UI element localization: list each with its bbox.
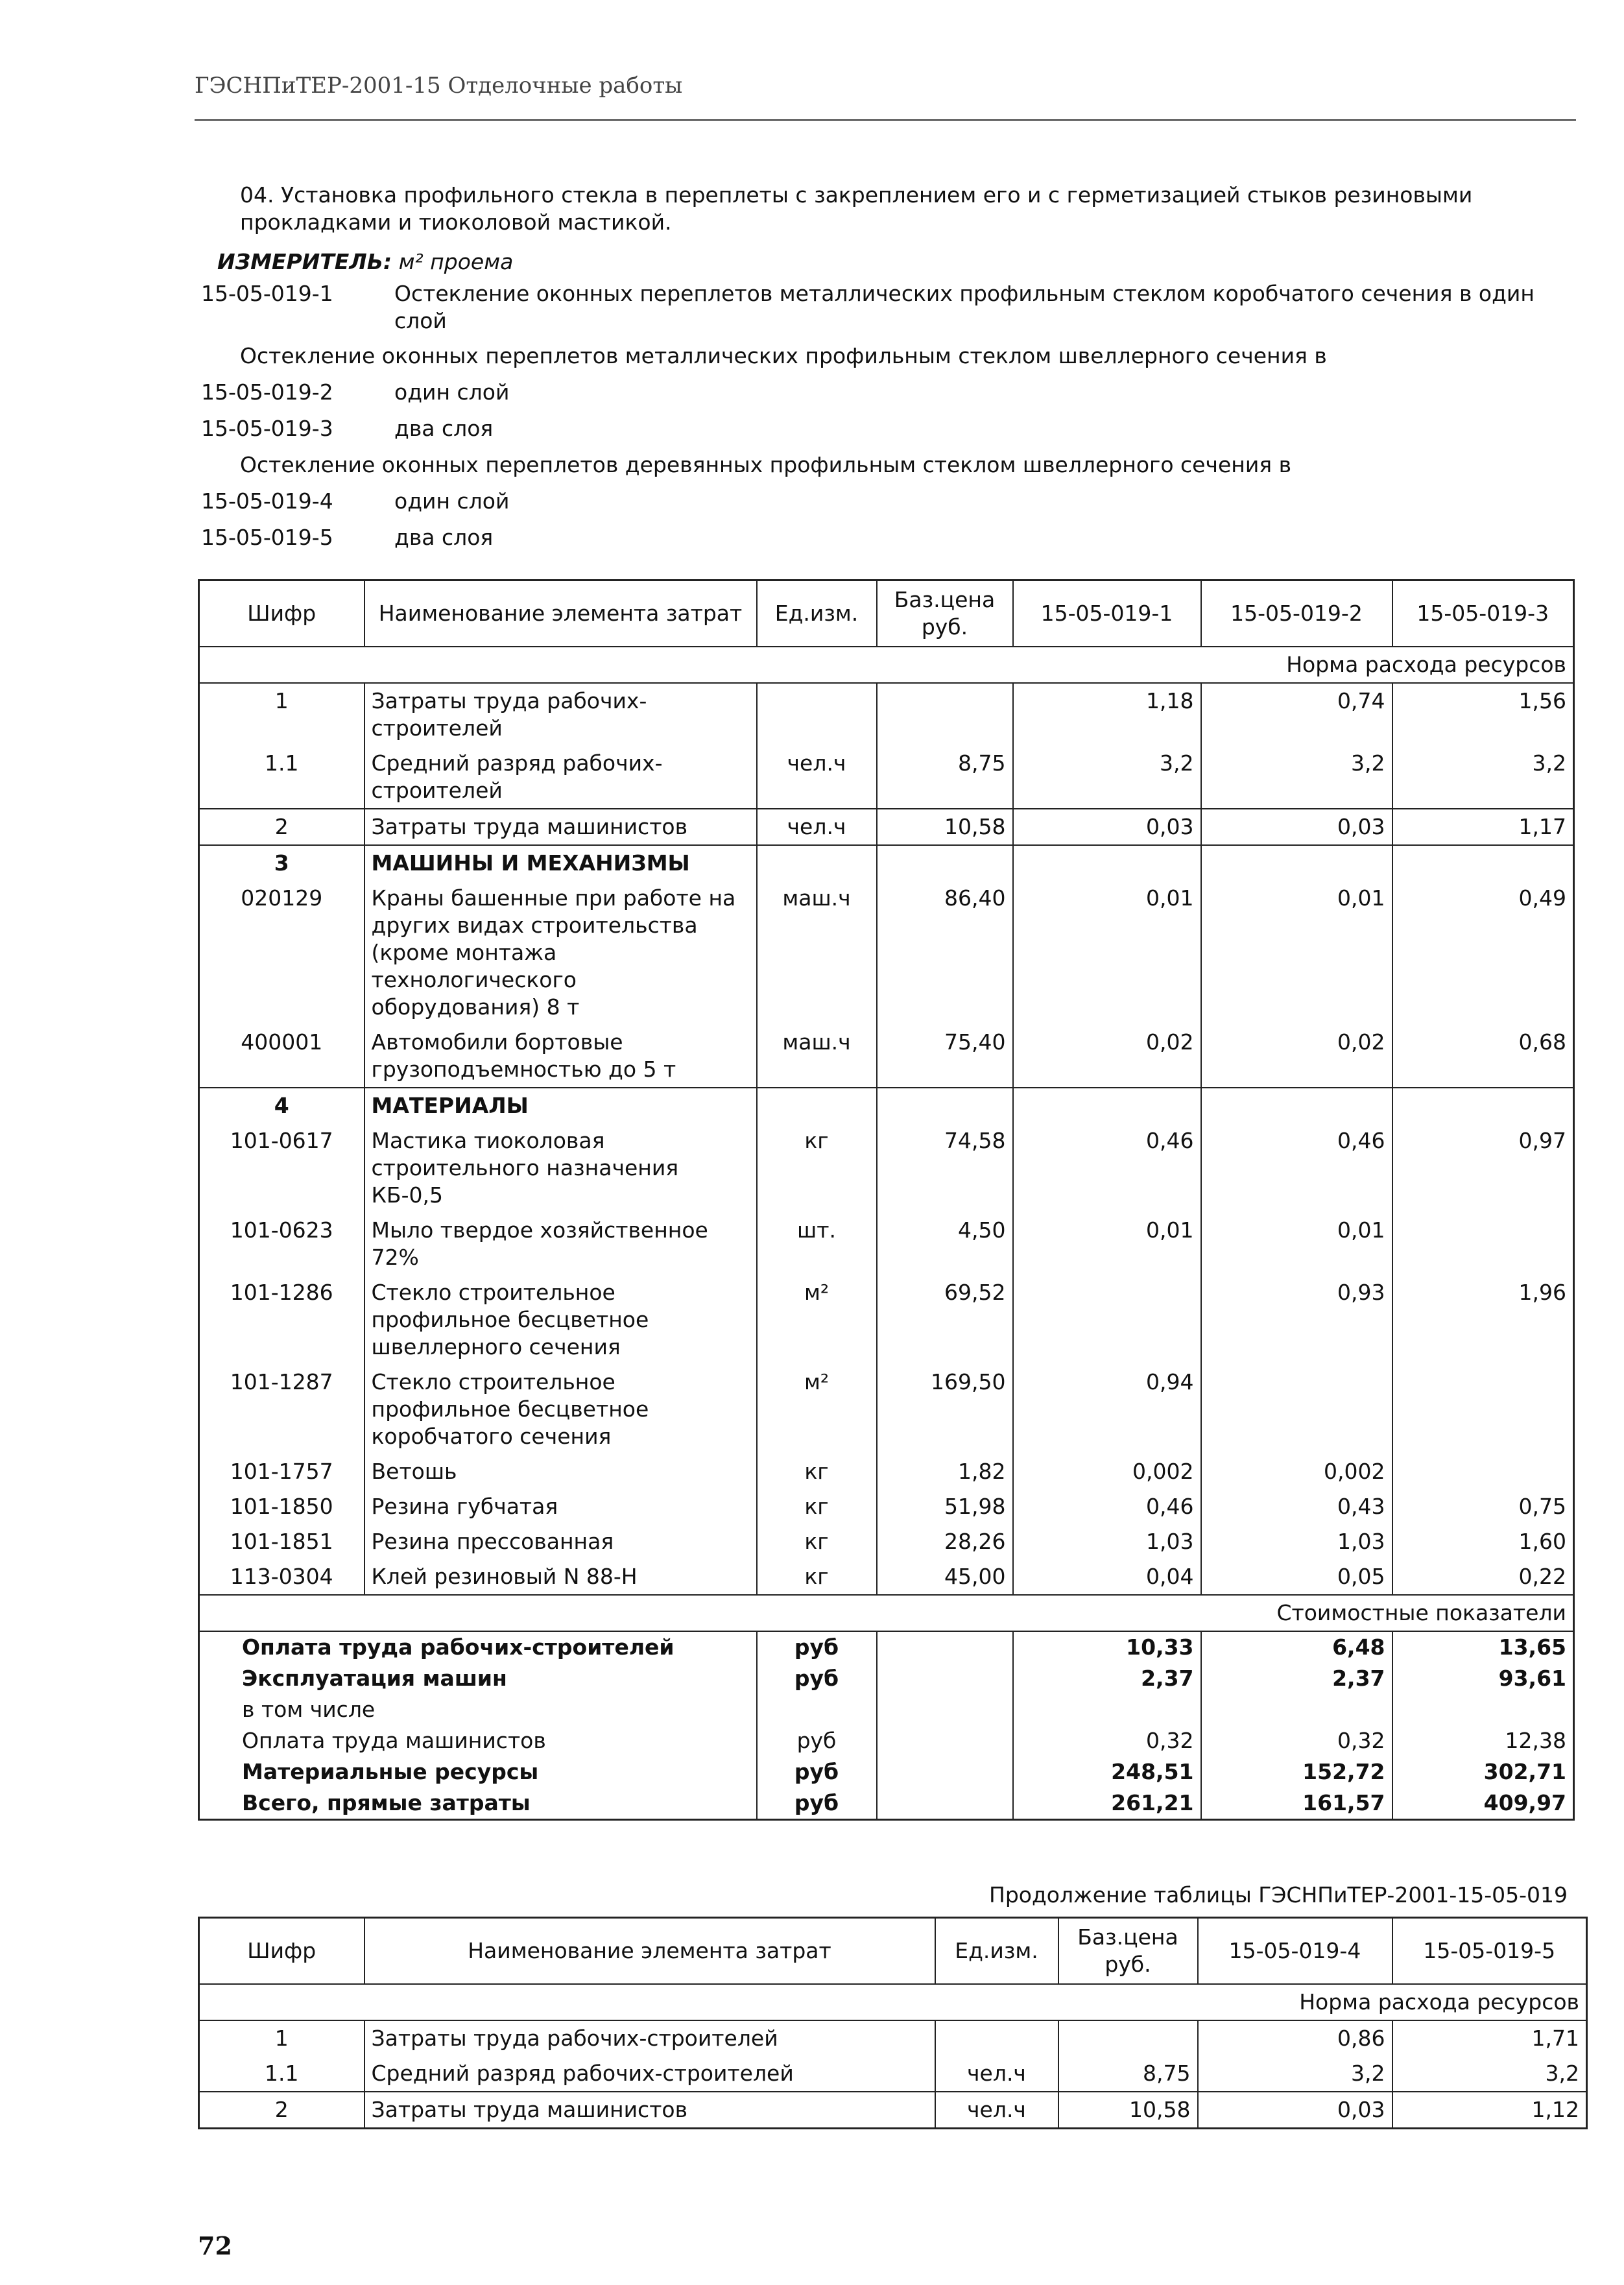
- table-row: [199, 746, 1574, 809]
- cell-code: 4: [274, 1093, 289, 1118]
- cell-value: 0,94: [1013, 1365, 1201, 1454]
- cell-price: 169,50: [877, 1365, 1013, 1454]
- cost-value: 13,65: [1392, 1631, 1574, 1663]
- table-header-row: [199, 580, 1574, 647]
- column-header: Шифр: [199, 1918, 364, 1985]
- cell-price: 69,52: [877, 1275, 1013, 1365]
- cost-value: 10,33: [1013, 1631, 1201, 1663]
- cost-unit: руб: [757, 1663, 877, 1694]
- cell-unit: маш.ч: [757, 881, 877, 1025]
- column-header: 15-05-019-3: [1392, 580, 1574, 647]
- cell-value: 3,2: [1392, 2056, 1587, 2092]
- caption-row: [199, 1595, 1574, 1631]
- item-name: один слой: [394, 379, 510, 405]
- measure-value: м² проема: [398, 249, 514, 274]
- cost-value: 248,51: [1013, 1756, 1201, 1788]
- measure-label: ИЗМЕРИТЕЛЬ:: [217, 249, 392, 274]
- cell-name: Затраты труда рабочих-строителей: [364, 2020, 935, 2056]
- cell-price: 4,50: [877, 1213, 1013, 1275]
- cell-value: 0,46: [1013, 1123, 1201, 1213]
- cost-value: 0,32: [1013, 1725, 1201, 1756]
- cell-code: 101-0623: [230, 1217, 333, 1243]
- cell-value: 0,04: [1013, 1559, 1201, 1595]
- cell-value: [1201, 1088, 1392, 1123]
- cell-name: Краны башенные при работе на других видах строительства (кроме монтажа технологического оборудования) 8 т: [364, 881, 757, 1025]
- cell-price: [877, 683, 1013, 746]
- cell-name: Резина прессованная: [364, 1524, 757, 1559]
- cell-code: 101-1757: [230, 1459, 333, 1484]
- cost-row: [199, 1756, 1574, 1788]
- cell-unit: чел.ч: [757, 746, 877, 809]
- cell-name: МАТЕРИАЛЫ: [364, 1088, 757, 1123]
- table-header-row: [199, 1918, 1587, 1985]
- caption-row: [199, 647, 1574, 683]
- cost-label: Материальные ресурсы: [242, 1759, 539, 1784]
- column-header: 15-05-019-1: [1013, 580, 1201, 647]
- table-row: [199, 1489, 1574, 1524]
- cost-value: 6,48: [1201, 1631, 1392, 1663]
- table-row: [199, 1559, 1574, 1595]
- cell-code: 2: [274, 2097, 289, 2122]
- table-row: [199, 881, 1574, 1025]
- page-number: 72: [198, 2231, 232, 2260]
- item-code: 15-05-019-3: [201, 416, 333, 441]
- cell-name: Ветошь: [364, 1454, 757, 1489]
- item-name: один слой: [394, 488, 510, 514]
- item-name: два слоя: [394, 525, 494, 550]
- resource-norms-table-continued: [198, 1917, 1588, 2129]
- cell-code: 020129: [241, 885, 323, 911]
- table-row: [199, 809, 1574, 845]
- cell-name: Автомобили бортовые грузоподъемностью до 5 т: [364, 1025, 757, 1088]
- cost-label: Оплата труда машинистов: [242, 1728, 546, 1753]
- cost-row: [199, 1663, 1574, 1694]
- column-header: 15-05-019-4: [1198, 1918, 1392, 1985]
- cell-value: [1013, 1088, 1201, 1123]
- cost-value: 302,71: [1392, 1756, 1574, 1788]
- cell-value: [1392, 1454, 1574, 1489]
- cell-code: 1.1: [265, 750, 299, 776]
- column-header: Ед.изм.: [757, 580, 877, 647]
- cell-code: 101-1287: [230, 1369, 333, 1394]
- cell-value: [1013, 845, 1201, 881]
- column-header: Наименование элемента затрат: [364, 580, 757, 647]
- cell-value: 0,01: [1201, 881, 1392, 1025]
- section-intro: 04. Установка профильного стекла в переплеты с закреплением его и с герметизацией стыков резиновыми прокладками и тиоколовой мастикой.: [240, 182, 1473, 235]
- cell-value: 0,01: [1013, 1213, 1201, 1275]
- item-group: Остекление оконных переплетов металлических профильным стеклом швеллерного сечения в: [240, 343, 1327, 368]
- cost-unit: руб: [757, 1725, 877, 1756]
- cell-value: 0,002: [1201, 1454, 1392, 1489]
- cell-price: 45,00: [877, 1559, 1013, 1595]
- header-rule: [195, 119, 1576, 121]
- cell-code: 101-1850: [230, 1494, 333, 1519]
- cell-value: 0,46: [1201, 1123, 1392, 1213]
- cell-price: 86,40: [877, 881, 1013, 1025]
- cell-value: 0,002: [1013, 1454, 1201, 1489]
- table-row: [199, 1025, 1574, 1088]
- cost-unit: руб: [757, 1756, 877, 1788]
- cost-value: 0,32: [1201, 1725, 1392, 1756]
- table-body: [199, 683, 1574, 1595]
- cell-value: 0,02: [1013, 1025, 1201, 1088]
- cell-value: 0,05: [1201, 1559, 1392, 1595]
- cell-price: 28,26: [877, 1524, 1013, 1559]
- cell-code: 113-0304: [230, 1564, 333, 1589]
- running-header: ГЭСНПиТЕР-2001-15 Отделочные работы: [195, 73, 683, 99]
- column-header: Шифр: [199, 580, 364, 647]
- column-header: Наименование элемента затрат: [364, 1918, 935, 1985]
- cost-unit: руб: [757, 1631, 877, 1663]
- item-code: 15-05-019-2: [201, 379, 333, 405]
- cost-value: 2,37: [1013, 1663, 1201, 1694]
- item-name: два слоя: [394, 416, 494, 441]
- cell-value: 0,68: [1392, 1025, 1574, 1088]
- cell-name: Стекло строительное профильное бесцветное швеллерного сечения: [364, 1275, 757, 1365]
- cost-empty: [877, 1663, 1013, 1694]
- resource-norms-table: [198, 579, 1575, 1821]
- cell-value: 1,12: [1392, 2092, 1587, 2129]
- table-row: [199, 845, 1574, 881]
- norm-caption: Норма расхода ресурсов: [199, 647, 1574, 683]
- cost-row: [199, 1725, 1574, 1756]
- cell-unit: маш.ч: [757, 1025, 877, 1088]
- cell-name: Затраты труда рабочих-строителей: [364, 683, 757, 746]
- cell-value: 0,01: [1013, 881, 1201, 1025]
- cell-code: 1: [274, 2026, 289, 2051]
- cell-value: 0,86: [1198, 2020, 1392, 2056]
- cost-value: 409,97: [1392, 1788, 1574, 1820]
- cell-value: 1,03: [1013, 1524, 1201, 1559]
- cell-name: Средний разряд рабочих-строителей: [364, 2056, 935, 2092]
- cost-caption: Стоимостные показатели: [199, 1595, 1574, 1631]
- table-row: [199, 1275, 1574, 1365]
- cell-value: 1,18: [1013, 683, 1201, 746]
- column-header: 15-05-019-5: [1392, 1918, 1587, 1985]
- cost-unit: руб: [757, 1788, 877, 1820]
- measure-unit: [217, 249, 513, 274]
- column-header: Ед.изм.: [935, 1918, 1058, 1985]
- table-row: [199, 2092, 1587, 2129]
- cost-label: Всего, прямые затраты: [242, 1790, 531, 1815]
- cell-value: 0,97: [1392, 1123, 1574, 1213]
- cell-price: 1,82: [877, 1454, 1013, 1489]
- cell-unit: [935, 2020, 1058, 2056]
- cell-value: [1392, 845, 1574, 881]
- cell-code: 101-1286: [230, 1280, 333, 1305]
- cost-row: [199, 1788, 1574, 1820]
- cell-name: МАШИНЫ И МЕХАНИЗМЫ: [364, 845, 757, 881]
- caption-row: [199, 1984, 1587, 2020]
- cost-empty: [877, 1725, 1013, 1756]
- cell-value: 0,01: [1201, 1213, 1392, 1275]
- cell-unit: чел.ч: [935, 2056, 1058, 2092]
- cell-value: 3,2: [1198, 2056, 1392, 2092]
- cell-unit: [757, 845, 877, 881]
- table-row: [199, 683, 1574, 746]
- cell-value: [1392, 1088, 1574, 1123]
- cell-price: [877, 1088, 1013, 1123]
- cell-unit: кг: [757, 1489, 877, 1524]
- cost-value: 2,37: [1201, 1663, 1392, 1694]
- column-header: Баз.цена руб.: [877, 580, 1013, 647]
- cost-label: в том числе: [242, 1697, 376, 1722]
- cost-value: 261,21: [1013, 1788, 1201, 1820]
- cell-unit: шт.: [757, 1213, 877, 1275]
- cell-value: [1013, 1275, 1201, 1365]
- cell-unit: [757, 1088, 877, 1123]
- cost-value: [1013, 1694, 1201, 1725]
- table-row: [199, 1454, 1574, 1489]
- item-code: 15-05-019-1: [201, 281, 333, 306]
- cell-price: 51,98: [877, 1489, 1013, 1524]
- cost-empty: [877, 1631, 1013, 1663]
- cell-unit: [757, 683, 877, 746]
- column-header: Баз.цена руб.: [1058, 1918, 1198, 1985]
- cost-summary: [199, 1631, 1574, 1820]
- table-row: [199, 1123, 1574, 1213]
- cost-value: 152,72: [1201, 1756, 1392, 1788]
- cell-unit: кг: [757, 1123, 877, 1213]
- table-row: [199, 1088, 1574, 1123]
- table-row: [199, 1365, 1574, 1454]
- cell-code: 101-0617: [230, 1128, 333, 1153]
- column-header: 15-05-019-2: [1201, 580, 1392, 647]
- cell-name: Мастика тиоколовая строительного назначения КБ-0,5: [364, 1123, 757, 1213]
- cell-name: Средний разряд рабочих-строителей: [364, 746, 757, 809]
- cost-value: [1392, 1694, 1574, 1725]
- cell-value: 0,02: [1201, 1025, 1392, 1088]
- cell-value: 0,93: [1201, 1275, 1392, 1365]
- cell-value: [1201, 1365, 1392, 1454]
- cell-value: 0,74: [1201, 683, 1392, 746]
- cell-value: 0,49: [1392, 881, 1574, 1025]
- continuation-caption: Продолжение таблицы ГЭСНПиТЕР-2001-15-05-019: [989, 1882, 1568, 1908]
- cell-value: 3,2: [1201, 746, 1392, 809]
- cell-code: 1.1: [265, 2061, 299, 2086]
- cell-price: 10,58: [877, 809, 1013, 845]
- cost-empty: [877, 1756, 1013, 1788]
- cost-empty: [877, 1694, 1013, 1725]
- cell-value: 1,17: [1392, 809, 1574, 845]
- cell-value: 0,46: [1013, 1489, 1201, 1524]
- cell-value: [1201, 845, 1392, 881]
- table-row: [199, 1524, 1574, 1559]
- cell-unit: чел.ч: [935, 2092, 1058, 2129]
- cell-name: Резина губчатая: [364, 1489, 757, 1524]
- cell-price: 10,58: [1058, 2092, 1198, 2129]
- cell-value: 0,03: [1198, 2092, 1392, 2129]
- norm-caption: Норма расхода ресурсов: [199, 1984, 1587, 2020]
- table-row: [199, 1213, 1574, 1275]
- cell-value: [1392, 1213, 1574, 1275]
- cell-value: 3,2: [1392, 746, 1574, 809]
- cell-unit: м²: [757, 1275, 877, 1365]
- cell-unit: кг: [757, 1524, 877, 1559]
- cell-price: 74,58: [877, 1123, 1013, 1213]
- cell-code: 400001: [241, 1029, 323, 1055]
- cost-label: Эксплуатация машин: [242, 1666, 507, 1691]
- cell-value: 1,03: [1201, 1524, 1392, 1559]
- cost-value: [1201, 1694, 1392, 1725]
- cell-unit: кг: [757, 1559, 877, 1595]
- cell-value: 0,75: [1392, 1489, 1574, 1524]
- cell-price: 8,75: [1058, 2056, 1198, 2092]
- cell-price: [877, 845, 1013, 881]
- item-code: 15-05-019-4: [201, 488, 333, 514]
- cell-code: 3: [274, 850, 289, 876]
- cost-row: [199, 1631, 1574, 1663]
- cell-unit: кг: [757, 1454, 877, 1489]
- cost-label: Оплата труда рабочих-строителей: [242, 1634, 675, 1660]
- cost-row: [199, 1694, 1574, 1725]
- table-row: [199, 2056, 1587, 2092]
- table-body: [199, 2020, 1587, 2129]
- cell-price: [1058, 2020, 1198, 2056]
- cell-value: [1392, 1365, 1574, 1454]
- cell-value: 0,43: [1201, 1489, 1392, 1524]
- table-row: [199, 2020, 1587, 2056]
- cell-name: Стекло строительное профильное бесцветное коробчатого сечения: [364, 1365, 757, 1454]
- cost-value: 93,61: [1392, 1663, 1574, 1694]
- item-group: Остекление оконных переплетов деревянных профильным стеклом швеллерного сечения в: [240, 452, 1292, 477]
- item-code: 15-05-019-5: [201, 525, 333, 550]
- cell-value: 1,96: [1392, 1275, 1574, 1365]
- cell-value: 0,22: [1392, 1559, 1574, 1595]
- cost-value: 12,38: [1392, 1725, 1574, 1756]
- cost-unit: [757, 1694, 877, 1725]
- cell-value: 0,03: [1201, 809, 1392, 845]
- cell-value: 1,60: [1392, 1524, 1574, 1559]
- cost-empty: [877, 1788, 1013, 1820]
- cell-price: 75,40: [877, 1025, 1013, 1088]
- cell-name: Затраты труда машинистов: [364, 2092, 935, 2129]
- cell-name: Затраты труда машинистов: [364, 809, 757, 845]
- cell-unit: чел.ч: [757, 809, 877, 845]
- cell-value: 1,71: [1392, 2020, 1587, 2056]
- cell-value: 0,03: [1013, 809, 1201, 845]
- cell-code: 101-1851: [230, 1529, 333, 1554]
- cell-code: 2: [274, 814, 289, 839]
- cost-value: 161,57: [1201, 1788, 1392, 1820]
- cell-price: 8,75: [877, 746, 1013, 809]
- cell-value: 1,56: [1392, 683, 1574, 746]
- cell-name: Мыло твердое хозяйственное 72%: [364, 1213, 757, 1275]
- cell-code: 1: [274, 688, 289, 713]
- item-name: Остекление оконных переплетов металлических профильным стеклом коробчатого сечения в один слой: [394, 281, 1534, 333]
- cell-unit: м²: [757, 1365, 877, 1454]
- cell-name: Клей резиновый N 88-Н: [364, 1559, 757, 1595]
- cell-value: 3,2: [1013, 746, 1201, 809]
